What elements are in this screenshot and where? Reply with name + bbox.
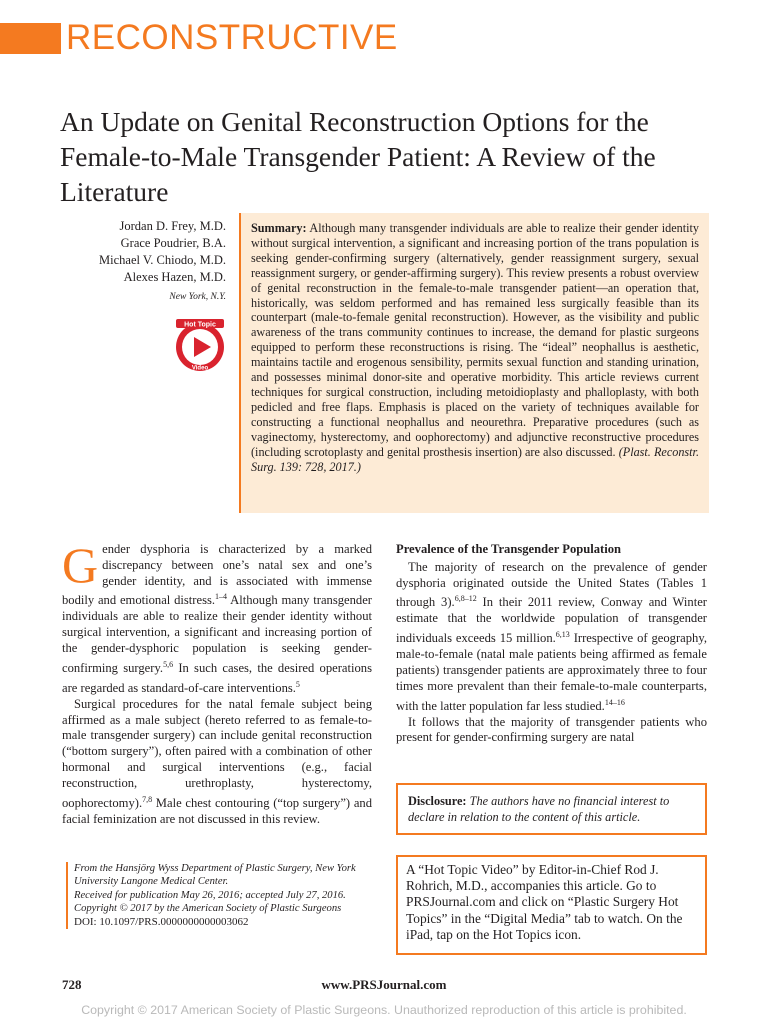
summary-label: Summary: — [251, 221, 307, 235]
citation-ref: 6,13 — [555, 630, 570, 640]
play-video-icon — [172, 318, 228, 374]
paragraph: It follows that the majority of transgender patients who present for gender-confirming surgery are natal — [396, 714, 707, 745]
section-label: RECONSTRUCTIVE — [66, 18, 398, 57]
affiliation-location: New York, N.Y. — [169, 292, 226, 302]
journal-url-link[interactable]: www.PRSJournal.com — [321, 977, 447, 992]
citation-ref: 7,8 — [142, 794, 153, 804]
body-column-left — [62, 537, 372, 827]
citation-ref: 1–4 — [215, 592, 228, 602]
article-title: An Update on Genital Reconstruction Options for the Female-to-Male Transgender Patient: A Review of the Literature — [60, 106, 656, 207]
author-name: Grace Poudrier, B.A. — [120, 236, 226, 250]
disclosure-box — [396, 783, 707, 835]
drop-cap: G — [62, 537, 99, 593]
section-heading: Prevalence of the Transgender Population — [396, 542, 622, 556]
disclosure-label: Disclosure: — [408, 794, 467, 808]
body-column-right — [396, 542, 707, 746]
hot-topic-video-badge[interactable] — [172, 318, 228, 374]
author-name: Jordan D. Frey, M.D. — [119, 219, 226, 233]
author-name: Alexes Hazen, M.D. — [123, 270, 226, 284]
summary-citation: (Plast. Reconstr. Surg. 139: 728, 2017.) — [251, 444, 699, 474]
page-number: 728 — [62, 977, 82, 992]
section-color-block — [0, 23, 61, 54]
paragraph: The majority of research on the prevalence of gender dysphoria originated outside the United States (Tables 1 through 3).$^{6,8-12}$ In their 2011 review, Conway and Winter estimate that the worldwide population of transgender individuals exceeds 15 million.$^{6,13}$ Irrespective of geography, male-to-female (natal male patients being affirmed as female patients) transgender patients are approximately three to four times more prevalent than their female-to-male counterparts, with the latter population far less studied.$^{14-16}$ — [396, 559, 707, 713]
footnote-copyright: Copyright © 2017 by the American Society of Plastic Surgeons — [74, 903, 342, 915]
badge-bottom-text: Video — [191, 365, 209, 372]
disclosure-text: The authors have no financial interest to declare in relation to the content of this article. — [408, 794, 670, 824]
summary-box — [239, 213, 709, 513]
footnote-affiliation: From the Hansjörg Wyss Department of Plastic Surgery, New York University Langone Medical Center. — [74, 863, 356, 888]
badge-top-text: Hot Topic — [184, 321, 216, 329]
citation-ref: 14–16 — [604, 697, 625, 707]
citation-ref: 6,8–12 — [454, 594, 477, 604]
author-name: Michael V. Chiodo, M.D. — [99, 253, 226, 267]
footnote-dates: Received for publication May 26, 2016; accepted July 27, 2016. — [74, 889, 346, 901]
doi-link[interactable]: DOI: 10.1097/PRS.0000000000003062 — [74, 915, 249, 928]
citation-ref: 5,6 — [163, 659, 174, 669]
hot-topic-video-box: A “Hot Topic Video” by Editor-in-Chief Rod J. Rohrich, M.D., accompanies this article. Go to PRSJournal.com and click on “Plastic Surgery Hot Topics” in the “Digital Media” tab to watch. On the iPad, tap on the Hot Topics icon. — [396, 855, 707, 955]
paragraph: Gender dysphoria is characterized by a marked discrepancy between one’s natal sex and one’s gender identity, and is associated with immense bodily and emotional distress.$^{1-4}$ Although many transgender individuals are able to realize their gender identity without surgical intervention, a significant and increasing portion of the gender-dysphoric population is seeking gender-confirming surgery.$^{5,6}$ In such cases, the desired operations are regarded as standard-of-care interventions.$^5$ — [62, 537, 372, 695]
paragraph: Surgical procedures for the natal female subject being affirmed as a male subject (hereto referred to as female-to-male transgender surgery) can include genital reconstruction (“bottom surgery”), often paired with a combination of other hormonal and surgical interventions (e.g., facial reconstruction, urethroplasty, hysterectomy, oophorectomy).$^{7,8}$ Male chest contouring (“top surgery”) and facial feminization are not discussed in this review. — [62, 696, 372, 826]
summary-text: Although many transgender individuals are able to realize their gender identity without surgical intervention, a significant and increasing portion of the trans population is seeking gender-confirming surgery (alternatively, gender reassignment surgery, sexual reassignment surgery, or gender-affirming surgery). This review presents a robust overview of genital reconstruction in the female-to-male transgender patient—an operation that, historically, was seldom performed and has remained less surgically feasible than its counterpart (male-to-female genital reconstruction). However, as the visibility and public awareness of the trans community continues to increase, the demand for plastic surgeons equipped to perform these reconstructions is rising. The “ideal” neophallus is aesthetic, maintains tactile and erogenous sensibility, permits sexual function and standing urination, and possesses minimal donor-site and operative morbidity. This article reviews current techniques for surgical construction, including metoidioplasty and phalloplasty, with both pedicled and free flaps. Emphasis is placed on the variety of techniques available for constructing a functional neophallus and neourethra. Preparative procedures (such as vaginectomy, hysterectomy, and oophorectomy) and adjunctive reconstructive procedures (including scrotoplasty and genital prosthesis insertion) are also discussed. — [251, 221, 699, 459]
article-footnote — [66, 862, 374, 929]
citation-ref: 5 — [295, 679, 300, 689]
copyright-notice: Copyright © 2017 American Society of Plastic Surgeons. Unauthorized reproduction of this article is prohibited. — [81, 1003, 687, 1017]
author-list — [40, 218, 226, 306]
